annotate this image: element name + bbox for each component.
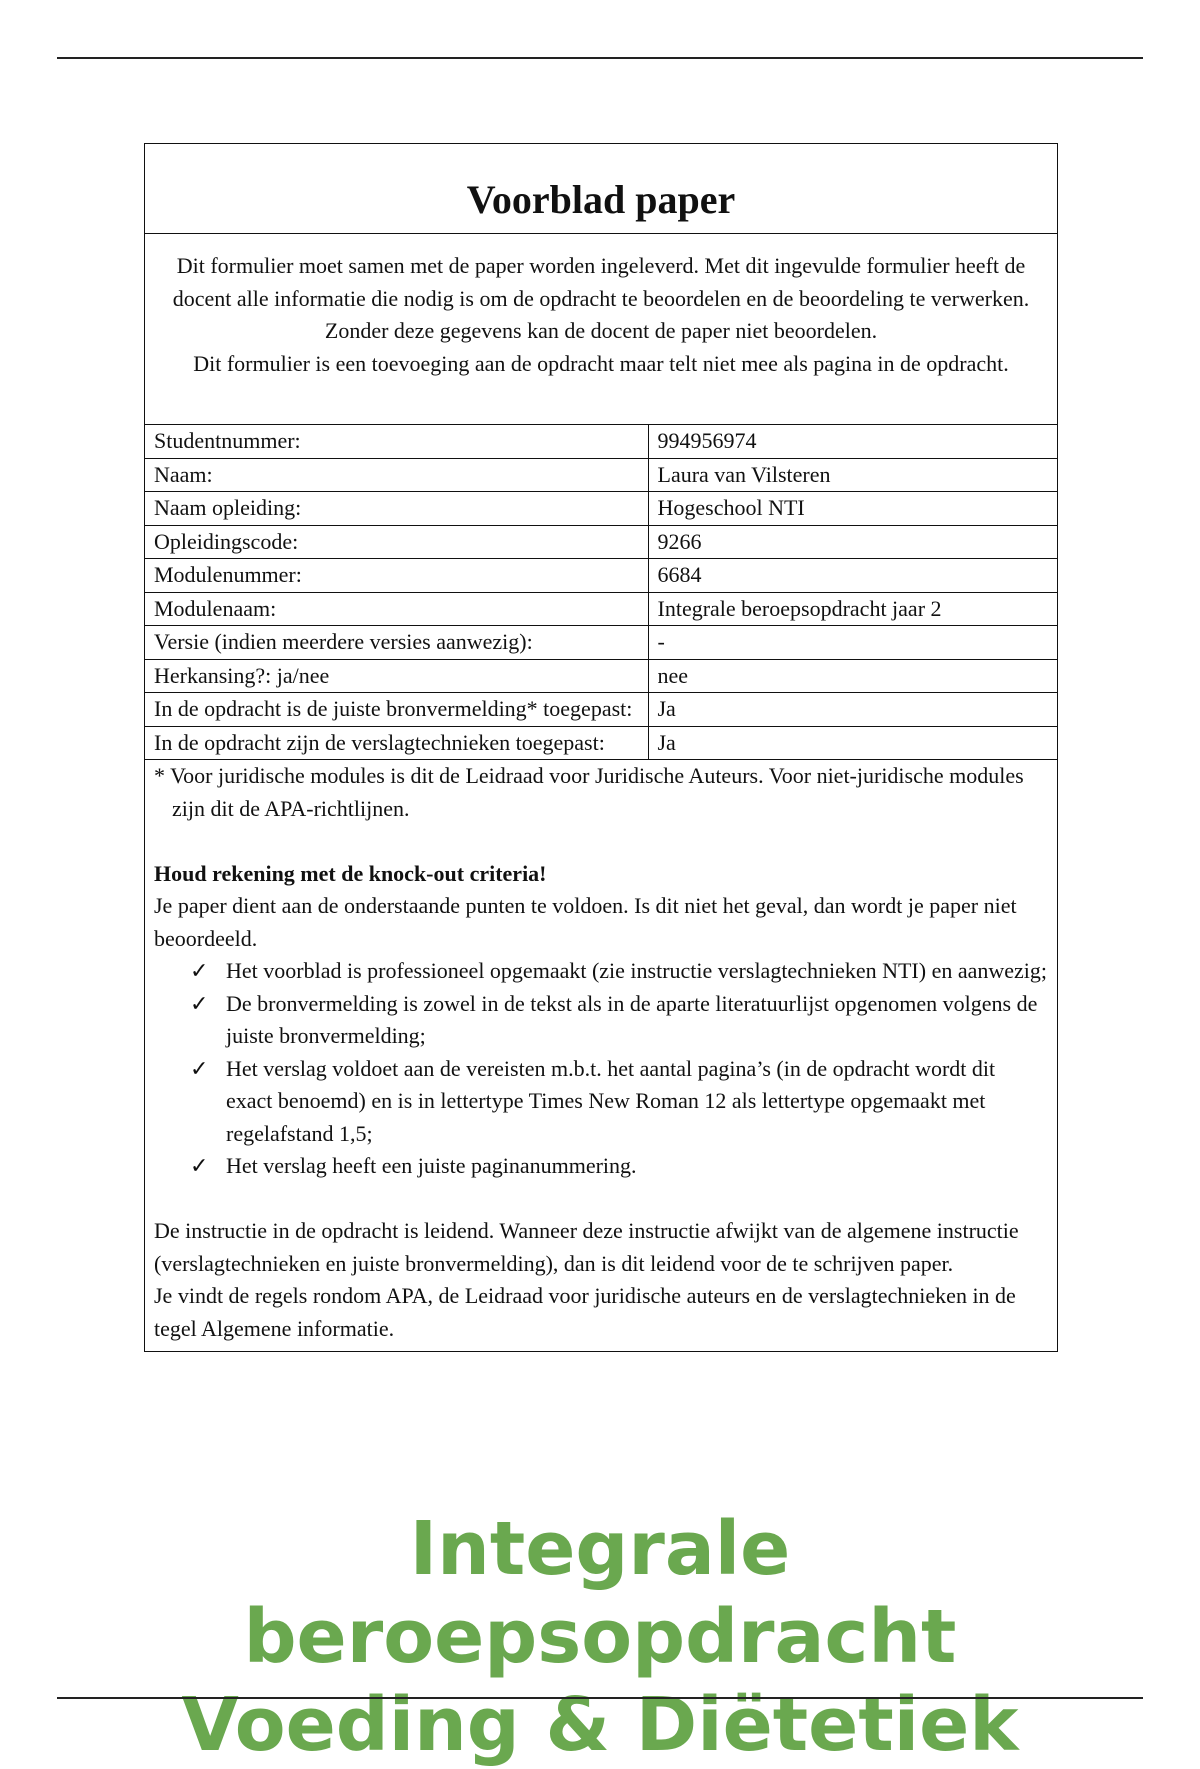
field-value: Laura van Vilsteren [648,458,1057,492]
field-value: Ja [648,693,1057,727]
table-row [145,592,1057,626]
field-label: In de opdracht is de juiste bronvermelding* toegepast: [145,693,648,727]
form-title: Voorblad paper [145,144,1057,234]
field-label: Modulenaam: [145,592,648,626]
field-label: Studentnummer: [145,425,648,458]
closing-paragraph: De instructie in de opdracht is leidend. Wanneer deze instructie afwijkt van de algemene instructie (verslagtechnieken en juiste bronvermelding), dan is dit leidend voor de te schrijven paper. [154,1218,1019,1276]
field-value: 994956974 [648,425,1057,458]
document-title-line: Integrale [409,1506,791,1592]
table-row [145,425,1057,458]
list-item [190,955,1048,988]
page-bottom-rule [57,1697,1143,1699]
field-value: 6684 [648,559,1057,593]
document-title [0,1505,1200,1769]
checkmark-icon: ✓ [190,1153,209,1178]
list-item [190,1053,1047,1151]
criterion-text: Het voorblad is professioneel opgemaakt (zie instructie verslagtechnieken NTI) en aanwezig; [226,958,1048,983]
field-label: Opleidingscode: [145,525,648,559]
list-item [190,988,1047,1053]
criterion-text: Het verslag heeft een juiste paginanummering. [226,1153,637,1178]
document-title-line: Voeding & Diëtetiek [181,1682,1019,1768]
table-row [145,626,1057,660]
ko-criteria-intro: Je paper dient aan de onderstaande punten te voldoen. Is dit niet het geval, dan wordt je paper niet beoordeeld. [154,893,1017,951]
intro-paragraph: Dit formulier is een toevoeging aan de opdracht maar telt niet mee als pagina in de opdracht. [193,350,1009,376]
table-row [145,492,1057,526]
field-label: Modulenummer: [145,559,648,593]
checkmark-icon: ✓ [190,958,209,983]
criterion-text: Het verslag voldoet aan de vereisten m.b.t. het aantal pagina’s (in de opdracht wordt dit exact benoemd) en is in lettertype Times New Roman 12 als lettertype opgemaakt met regelafstand 1,5; [226,1055,996,1146]
page-top-rule [57,57,1143,59]
ko-criteria-list [154,955,1047,1183]
checkmark-icon: ✓ [190,990,209,1016]
field-label: Naam opleiding: [145,492,648,526]
field-label: Herkansing?: ja/nee [145,659,648,693]
intro-paragraph: Dit formulier moet samen met de paper worden ingeleverd. Met dit ingevulde formulier heeft de docent alle informatie die nodig is om de opdracht te beoordelen en de beoordeling te verwerken. Zonder deze gegevens kan de docent de paper niet beoordelen. [172,253,1030,343]
table-row [145,525,1057,559]
field-label: Versie (indien meerdere versies aanwezig): [145,626,648,660]
cover-form [144,143,1058,1352]
field-value: 9266 [648,525,1057,559]
field-value: nee [648,659,1057,693]
student-info-table [145,425,1057,760]
table-row [145,726,1057,760]
field-value: Hogeschool NTI [648,492,1057,526]
criterion-text: De bronvermelding is zowel in de tekst als in de aparte literatuurlijst opgenomen volgens de juiste bronvermelding; [226,990,1038,1048]
form-notes [145,760,1057,1351]
list-item [190,1150,1047,1183]
table-row [145,659,1057,693]
footnote: * Voor juridische modules is dit de Leidraad voor Juridische Auteurs. Voor niet-juridische modules zijn dit de APA-richtlijnen. [154,763,1024,821]
form-intro [145,234,1057,425]
document-title-line: beroepsopdracht [243,1594,957,1680]
field-value: Ja [648,726,1057,760]
field-value: Integrale beroepsopdracht jaar 2 [648,592,1057,626]
table-row [145,458,1057,492]
ko-criteria-heading: Houd rekening met de knock-out criteria! [154,860,547,886]
closing-paragraph: Je vindt de regels rondom APA, de Leidraad voor juridische auteurs en de verslagtechnieken in de tegel Algemene informatie. [154,1283,1016,1341]
field-label: In de opdracht zijn de verslagtechnieken toegepast: [145,726,648,760]
checkmark-icon: ✓ [190,1055,209,1081]
table-row [145,693,1057,727]
table-row [145,559,1057,593]
field-label: Naam: [145,458,648,492]
field-value: - [648,626,1057,660]
